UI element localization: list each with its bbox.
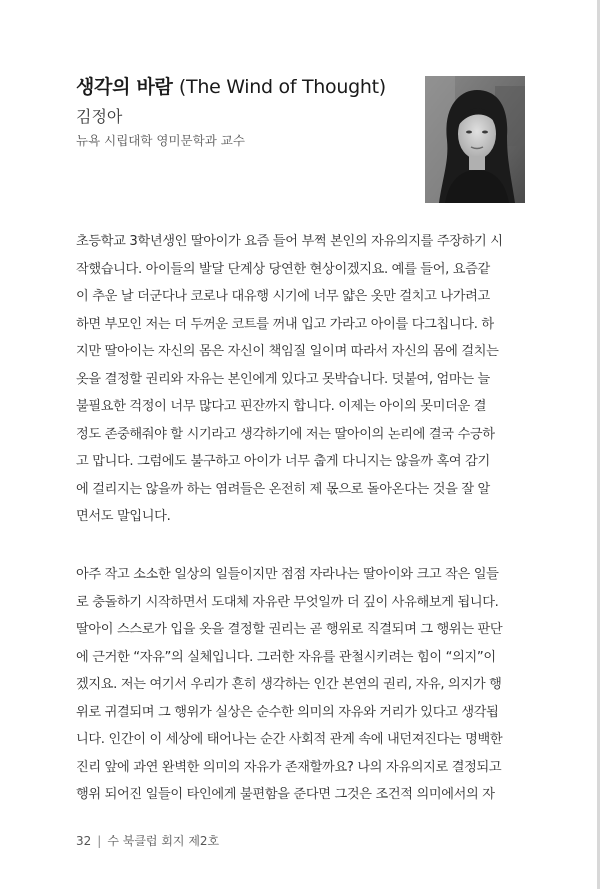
body-paragraph-1: [76, 228, 528, 531]
text-line: 에 근거한 “자유”의 실체입니다. 그러한 자유를 관철시키려는 힘이 “의지”이: [76, 649, 496, 665]
publication-name: 수 북클럽 회지 제2호: [107, 834, 220, 848]
text-line: 로 충돌하기 시작하면서 도대체 자유란 무엇일까 더 깊이 사유해보게 됩니다.: [76, 594, 499, 610]
page-footer: [76, 832, 219, 849]
text-line: 겠지요. 저는 여기서 우리가 흔히 생각하는 인간 본연의 권리, 자유, 의지가 행: [76, 677, 502, 692]
article-title: [76, 72, 406, 102]
text-line: 진리 앞에 과연 완벽한 의미의 자유가 존재할까요? 나의 자유의지로 결정되고: [76, 759, 502, 775]
body-paragraph-2: [76, 561, 528, 809]
footer-separator: |: [97, 834, 102, 848]
text-line: 면서도 말입니다.: [76, 509, 171, 524]
text-line: 불필요한 걱정이 너무 많다고 핀잔까지 합니다. 이제는 아이의 못미더운 결: [76, 399, 487, 414]
page-number: 32: [76, 834, 92, 848]
author-portrait-icon: [425, 76, 525, 203]
text-line: 에 걸리지는 않을까 하는 염려들은 온전히 제 몫으로 돌아온다는 것을 잘 알: [76, 481, 490, 497]
article-header: [76, 72, 406, 150]
text-line: 초등학교 3학년생인 딸아이가 요즘 들어 부쩍 본인의 자유의지를 주장하기 시: [76, 234, 503, 249]
text-line: 행위 되어진 일들이 타인에게 불편함을 준다면 그것은 조건적 의미에서의 자: [76, 787, 495, 802]
text-line: 정도 존중해줘야 할 시기라고 생각하기에 저는 딸아이의 논리에 결국 수긍하: [76, 426, 495, 442]
title-english: (The Wind of Thought): [178, 76, 386, 98]
text-line: 니다. 인간이 이 세상에 태어나는 순간 사회적 관계 속에 내던져진다는 명백한: [76, 732, 503, 747]
text-line: 작했습니다. 아이들의 발달 단계상 당연한 현상이겠지요. 예를 들어, 요즘같: [76, 261, 490, 277]
text-line: 옷을 결정할 권리와 자유는 본인에게 있다고 못박습니다. 덧붙여, 엄마는 늘: [76, 371, 490, 387]
text-line: 하면 부모인 저는 더 두꺼운 코트를 꺼내 입고 가라고 아이를 다그칩니다. 하: [76, 316, 494, 332]
text-line: 지만 딸아이는 자신의 몸은 자신이 책임질 일이며 따라서 자신의 몸에 걸치는: [76, 344, 499, 359]
text-line: 아주 작고 소소한 일상의 일들이지만 점점 자라나는 딸아이와 크고 작은 일들: [76, 567, 499, 582]
text-line: 고 맙니다. 그럼에도 불구하고 아이가 너무 춥게 다니지는 않을까 혹여 감기: [76, 454, 490, 469]
text-line: 이 추운 날 더군다나 코로나 대유행 시기에 너무 얇은 옷만 걸치고 나가려고: [76, 289, 490, 304]
text-line: 위로 귀결되며 그 행위가 실상은 순수한 의미의 자유와 거리가 있다고 생각됩: [76, 704, 499, 720]
title-korean: 생각의 바람: [76, 76, 173, 98]
author-affiliation: 뉴욕 시립대학 영미문학과 교수: [76, 133, 245, 148]
author-name: 김정아: [76, 107, 123, 126]
text-line: 딸아이 스스로가 입을 옷을 결정할 권리는 곧 행위로 직결되며 그 행위는 판단: [76, 622, 503, 637]
